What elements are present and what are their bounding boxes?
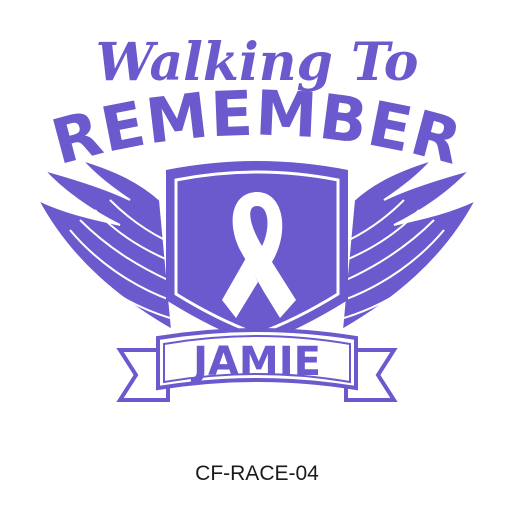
arched-title-text: REMEMBER: [44, 76, 470, 180]
right-wing-icon: [342, 160, 476, 330]
script-title: Walking To: [95, 32, 419, 93]
left-wing-icon: [38, 160, 172, 330]
product-code: CF-RACE-04: [195, 462, 319, 485]
name-label: JAMIE: [193, 339, 321, 385]
